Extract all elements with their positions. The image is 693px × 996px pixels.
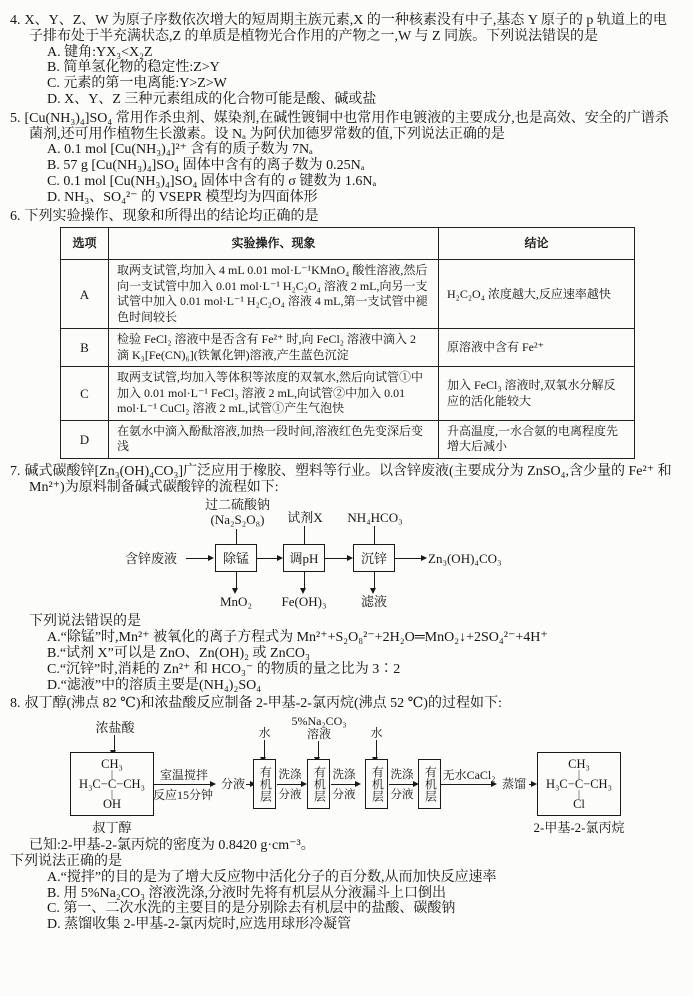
end-structure-backbone: H₃C−C−CH₃ [546, 776, 612, 791]
table-header-row [61, 228, 635, 260]
question-8-option-d: D. 蒸馏收集 2-甲基-2-氯丙烷时,应选用球形冷凝管 [47, 917, 352, 933]
row-a-operation: 取两支试管,均加入 4 mL 0.01 mol·L⁻¹KMnO₄ 酸性溶液,然后向一支试管中加入 0.01 mol·L⁻¹ H₂C₂O₄ 溶液 2 mL,向另一支试管中加入 0.01 mol·L⁻¹ H₂C₂O₄ 溶液 4 mL,第一支试管中褪色时间较长 [109, 260, 439, 329]
arrow-na2co3-into-organic2 [318, 741, 319, 757]
question-7-option-b: B.“试剂 X”可以是 ZnO、Zn(OH)₂ 或 ZnCO₃ [47, 646, 310, 662]
end-structure-box [537, 752, 621, 816]
question-5-option-b: B. 57 g [Cu(NH₃)₄]SO₄ 固体中含有的离子数为 0.25Nₐ [47, 158, 365, 174]
start-structure-oh: OH [102, 796, 122, 811]
question-4-option-c: C. 元素的第一电离能:Y>Z>W [47, 76, 227, 92]
wash-label-1-bottom: 分液 [278, 789, 302, 802]
row-d-conclusion: 升高温度,一水合氨的电离程度先增大后减小 [439, 420, 635, 458]
step-box-precipitate-zn [353, 544, 395, 572]
reagent-x-label: 试剂X [287, 510, 323, 526]
reagent-persulfate-label: 过二硫酸钠 [204, 497, 270, 513]
arrow-separate-to-organic1 [246, 784, 250, 785]
arrow-distill-to-end-box [529, 784, 531, 785]
bond-icon: | [110, 788, 113, 800]
wash-label-3-top: 洗涤 [390, 769, 414, 782]
question-8-number: 8. [10, 696, 21, 712]
na2co3-label: 5%Na₂CO₃ [291, 714, 347, 729]
react-condition-bottom: 反应15分钟 [152, 788, 213, 803]
table-row-a [61, 260, 635, 329]
question-8-prompt: 下列说法正确的是 [10, 854, 122, 870]
question-7-prompt: 下列说法错误的是 [29, 614, 141, 630]
arrow-water-into-organic1 [264, 740, 265, 757]
separate-label: 分液 [220, 777, 245, 792]
row-d-operation: 在氨水中滴入酚酞溶液,加热一段时间,溶液红色先变深后变浅 [109, 420, 439, 458]
bond-icon: | [110, 768, 113, 780]
row-d-option: D [61, 420, 109, 458]
question-4-option-d: D. X、Y、Z 三种元素组成的化合物可能是酸、碱或盐 [47, 91, 377, 107]
bond-icon: | [577, 788, 580, 800]
chloropropane-process-flowchart [10, 714, 679, 838]
step-box-adjust-ph [283, 544, 325, 572]
arrow-down-to-filtrate [374, 572, 375, 588]
arrow-hcl-into-start-box [114, 735, 115, 750]
question-6-stem [10, 209, 679, 225]
row-b-conclusion: 原溶液中含有 Fe²⁺ [439, 329, 635, 367]
row-a-conclusion: H₂C₂O₄ 浓度越大,反应速率越快 [439, 260, 635, 329]
question-7-option-c: C.“沉锌”时,消耗的 Zn²⁺ 和 HCO₃⁻ 的物质的量之比为 3∶2 [47, 661, 401, 677]
row-c-operation: 取两支试管,均加入等体积等浓度的双氧水,然后向试管①中加入 0.01 mol·L⁻¹ FeCl₃ 溶液 2 mL,向试管②中加入 0.01 mol·L⁻¹ CuCl₂ 溶液 2 mL,试管①产生气泡快 [109, 367, 439, 421]
arrow-wash-2 [331, 784, 355, 785]
step-box-remove-mn [215, 544, 257, 572]
wash-label-3-bottom: 分液 [390, 789, 414, 802]
question-8 [10, 696, 679, 933]
question-8-text: 叔丁醇(沸点 82 ℃)和浓盐酸反应制备 2-甲基-2-氯丙烷(沸点 52 ℃)的过程如下: [24, 696, 502, 712]
question-5-text: [Cu(NH₃)₄]SO₄ 常用作杀虫剂、媒染剂,在碱性镀铜中也常用作电镀液的主要成分,也是高效、安全的广谱杀菌剂,还可用作植物生长激素。设 Nₐ 为阿伏加德罗常数的值,下列说法正确的是 [24, 110, 669, 142]
arrow-down-into-precipitate-zn [374, 526, 375, 544]
product-label: Zn₃(OH)₄CO₃ [428, 551, 502, 567]
row-b-operation: 检验 FeCl₂ 溶液中是否含有 Fe²⁺ 时,向 FeCl₂ 溶液中滴入 2 滴 K₃[Fe(CN)₆](铁氰化钾)溶液,产生蓝色沉淀 [109, 329, 439, 367]
header-conclusion: 结论 [439, 228, 635, 260]
arrow-wash-1 [277, 784, 301, 785]
question-8-option-a: A.“搅拌”的目的是为了增大反应物中活化分子的百分数,从而加快反应速率 [47, 869, 497, 885]
question-4-stem [10, 13, 679, 45]
arrow-down-into-remove-mn [236, 529, 237, 544]
wash-label-2-bottom: 分液 [332, 789, 356, 802]
question-4-number: 4. [10, 13, 21, 28]
table-row-b [61, 329, 635, 367]
row-c-conclusion: 加入 FeCl₃ 溶液时,双氧水分解反应的活化能较大 [439, 367, 635, 421]
bond-icon: | [577, 768, 580, 780]
arrow-water-into-organic3 [376, 740, 377, 757]
organic-layer-box-1 [253, 759, 276, 809]
feed-label: 含锌废液 [124, 551, 177, 567]
arrow-wash-3 [389, 784, 413, 785]
reagent-nh4hco3-label: NH₄HCO₃ [347, 510, 403, 526]
reagent-hcl-label: 浓盐酸 [95, 720, 135, 736]
arrow-to-product [395, 558, 421, 559]
header-operation: 实验操作、现象 [109, 228, 439, 260]
organic-layer-box-3 [365, 759, 388, 809]
question-8-option-c: C. 第一、二次水洗的主要目的是分别除去有机层中的盐酸、碳酸钠 [47, 901, 456, 917]
organic-layer-box-2 [307, 759, 330, 809]
row-b-option: B [61, 329, 109, 367]
start-box-caption: 叔丁醇 [92, 820, 132, 836]
row-c-option: C [61, 367, 109, 421]
byproduct-filtrate-label: 滤液 [360, 594, 387, 610]
start-structure-box [70, 752, 154, 816]
arrow-down-to-feoh3 [304, 572, 305, 588]
step-remove-mn-label: 除锰 [222, 550, 249, 566]
arrow-react [154, 784, 210, 785]
question-7 [10, 464, 679, 694]
question-4 [10, 13, 679, 108]
question-5-number: 5. [10, 110, 21, 126]
question-8-option-b: B. 用 5%Na₂CO₃ 溶液洗涤,分液时先将有机层从分液漏斗上口倒出 [47, 885, 447, 901]
experiment-table [60, 227, 635, 459]
organic-layer-box-4 [418, 759, 441, 809]
end-structure-ch3-top: CH₃ [568, 756, 590, 771]
wash-label-1-top: 洗涤 [278, 769, 302, 782]
end-structure-cl: Cl [573, 796, 585, 811]
question-4-option-a: A. 键角:YX₃<X₂Z [47, 44, 153, 60]
organic-layer-label: 有机层 [258, 766, 273, 803]
water-label-1: 水 [258, 726, 271, 741]
arrow-down-into-adjust-ph [304, 526, 305, 544]
question-5-option-a: A. 0.1 mol [Cu(NH₃)₄]²⁺ 含有的质子数为 7Nₐ [47, 142, 313, 158]
question-6-number: 6. [10, 208, 21, 224]
question-8-stem [10, 696, 679, 712]
row-a-option: A [61, 260, 109, 329]
byproduct-mno2-label: MnO₂ [220, 594, 252, 610]
question-7-number: 7. [10, 463, 21, 479]
cacl2-label: 无水CaCl₂ [442, 768, 496, 783]
react-condition-top: 室温搅拌 [159, 768, 208, 783]
reagent-persulfate-formula: (Na₂S₂O₈) [210, 512, 265, 528]
step-adjust-ph-label: 调pH [289, 550, 319, 566]
na2co3-solution-label: 溶液 [306, 727, 331, 742]
table-row-d [61, 420, 635, 458]
question-7-option-a: A.“除锰”时,Mn²⁺ 被氧化的离子方程式为 Mn²⁺+S₂O₈²⁻+2H₂O═MnO₂↓+2SO₄²⁻+4H⁺ [47, 630, 548, 646]
byproduct-feoh3-label: Fe(OH)₃ [281, 594, 327, 610]
step-precipitate-zn-label: 沉锌 [360, 550, 387, 566]
table-row-c [61, 367, 635, 421]
question-8-known: 已知:2-甲基-2-氯丙烷的密度为 0.8420 g·cm⁻³。 [29, 838, 315, 854]
question-5-stem [10, 111, 679, 143]
organic-layer-label: 有机层 [312, 766, 327, 803]
start-structure-backbone: H₃C−C−CH₃ [79, 776, 145, 791]
question-4-option-b: B. 简单氢化物的稳定性:Z>Y [47, 60, 220, 76]
arrow-down-to-mno2 [236, 572, 237, 588]
start-structure-ch3-top: CH₃ [101, 756, 123, 771]
arrow-remove-mn-to-adjust-ph [257, 558, 277, 559]
header-option: 选项 [61, 228, 109, 260]
organic-layer-label: 有机层 [370, 766, 385, 803]
arrow-adjust-ph-to-precipitate-zn [325, 558, 347, 559]
wash-label-2-top: 洗涤 [332, 769, 356, 782]
question-5 [10, 111, 679, 206]
distill-label: 蒸馏 [501, 777, 526, 792]
question-5-option-c: C. 0.1 mol [Cu(NH₃)₄]SO₄ 固体中含有的 σ 键数为 1.6Nₐ [47, 173, 377, 189]
end-box-caption: 2-甲基-2-氯丙烷 [533, 820, 625, 836]
question-7-text: 碱式碳酸锌[Zn₃(OH)₄CO₃]广泛应用于橡胶、塑料等行业。以含锌废液(主要成分为 ZnSO₄,含少量的 Fe²⁺ 和 Mn²⁺)为原料制备碱式碳酸锌的流程如下: [24, 463, 672, 495]
zinc-process-flowchart [10, 497, 679, 614]
question-7-option-d: D.“滤液”中的溶质主要是(NH₄)₂SO₄ [47, 677, 262, 693]
arrow-feed-to-remove-mn [186, 558, 208, 559]
question-6-text: 下列实验操作、现象和所得出的结论均正确的是 [24, 208, 319, 224]
water-label-2: 水 [370, 726, 383, 741]
question-4-text: X、Y、Z、W 为原子序数依次增大的短周期主族元素,X 的一种核素没有中子,基态 Y 原子的 p 轨道上的电子排布处于半充满状态,Z 的单质是植物光合作用的产物之一,W 与 Z 同族。下列说法错误的是 [24, 13, 667, 44]
question-7-stem [10, 464, 679, 496]
question-5-option-d: D. NH₃、SO₄²⁻ 的 VSEPR 模型均为四面体形 [47, 189, 318, 205]
organic-layer-label: 有机层 [423, 766, 438, 803]
question-6 [10, 209, 679, 459]
arrow-dry [441, 784, 491, 785]
